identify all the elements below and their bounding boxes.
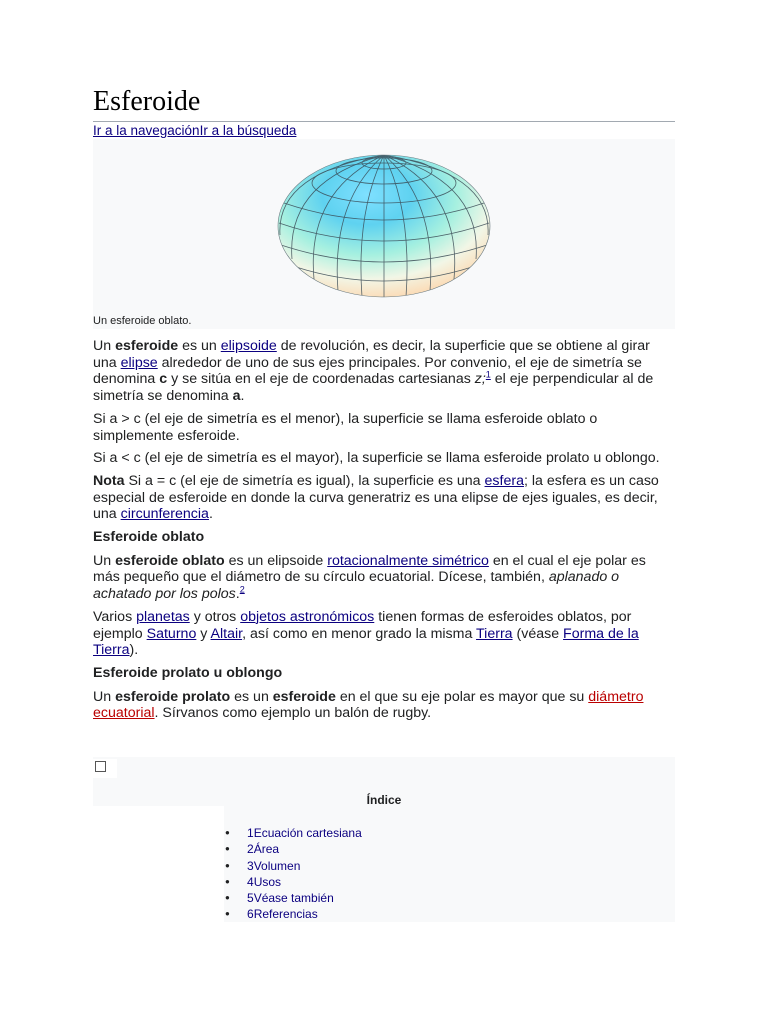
prolato-paragraph: Un esferoide prolato es un esferoide en el que su eje polar es mayor que su diámetro ecuatorial. Sírvanos como ejemplo un balón de rugby. <box>93 688 644 722</box>
intro-paragraph: Un esferoide es un elipsoide de revolución, es decir, la superficie que se obtiene al girar una elipse alrededor de uno de sus ejes principales. Por convenio, el eje de simetría se denomina c y se sitúa en el eje de coordenadas cartesianas z;$^1$ el eje perpendicular al de simetría se denomina a. <box>93 338 654 405</box>
toc-item-1 <box>227 825 362 841</box>
toc-spacer <box>93 806 224 922</box>
rotacionalmente-simetrico-link[interactable]: rotacionalmente simétrico <box>327 552 489 569</box>
esfera-link[interactable]: esfera <box>484 472 524 489</box>
toc-link-area[interactable]: 2Área <box>247 842 280 857</box>
oblato-paragraph-1: Un esferoide oblato es un elipsoide rotacionalmente simétrico en el cual el eje polar es más pequeño que el diámetro de su círculo ecuatorial. Dícese, también, aplanado o achatado por los polos.$^2$ <box>93 552 646 603</box>
toc-item-5 <box>227 890 362 906</box>
jump-links <box>93 122 296 139</box>
altair-link[interactable]: Altair <box>210 625 243 642</box>
toc-title: Índice <box>366 793 402 807</box>
oblato-paragraph-2: Varios planetas y otros objetos astronómicos tienen formas de esferoides oblatos, por ejemplo Saturno y Altair, así como en menor grado la misma Tierra (véase Forma de la Tierra). <box>93 608 639 659</box>
objetos-astronomicos-link[interactable]: objetos astronómicos <box>240 608 375 625</box>
toc-link-vease-tambien[interactable]: 5Véase también <box>247 891 334 906</box>
article-body <box>93 338 675 728</box>
section-heading-prolato: Esferoide prolato u oblongo <box>93 664 283 681</box>
toc-list <box>227 825 362 923</box>
toc-item-2 <box>227 841 362 857</box>
planetas-link[interactable]: planetas <box>136 608 190 625</box>
reference-2-link[interactable]: 2 <box>239 584 245 595</box>
toc-link-ecuacion-cartesiana[interactable]: 1Ecuación cartesiana <box>247 826 362 840</box>
toc-item-6 <box>227 906 362 922</box>
diametro-ecuatorial-link[interactable]: diámetro ecuatorial <box>93 688 644 722</box>
toc-link-referencias[interactable]: 6Referencias <box>247 907 318 922</box>
circunferencia-link[interactable]: circunferencia <box>120 506 209 523</box>
figure <box>93 139 675 329</box>
toc-item-3 <box>227 858 362 874</box>
section-heading-oblato: Esferoide oblato <box>93 529 205 546</box>
checkbox-icon <box>95 761 106 772</box>
figure-caption: Un esferoide oblato. <box>93 315 192 327</box>
saturno-link[interactable]: Saturno <box>146 625 197 642</box>
table-of-contents <box>93 757 675 922</box>
tierra-link[interactable]: Tierra <box>476 625 513 642</box>
elipse-link[interactable]: elipse <box>120 354 158 371</box>
forma-de-la-tierra-link[interactable]: Forma de la Tierra <box>93 625 639 659</box>
jump-to-navigation-link[interactable]: Ir a la navegación <box>93 123 200 138</box>
prolate-definition-paragraph: Si a < c (el eje de simetría es el mayor), la superficie se llama esferoide prolato u oblongo. <box>93 450 660 467</box>
toc-link-volumen[interactable]: 3Volumen <box>247 858 301 873</box>
reference-1-link[interactable]: 1 <box>485 369 491 380</box>
oblate-definition-paragraph: Si a > c (el eje de simetría es el menor), la superficie se llama esferoide oblato o simplemente esferoide. <box>93 410 598 444</box>
toc-link-usos[interactable]: 4Usos <box>247 874 282 889</box>
page-title: Esferoide <box>93 84 675 122</box>
oblate-spheroid-image[interactable] <box>276 151 492 301</box>
note-paragraph: Nota Si a = c (el eje de simetría es igual), la superficie es una esfera; la esfera es un caso especial de esferoide en donde la curva generatriz es una elipse de ejes iguales, es decir, una circunferencia. <box>93 472 659 523</box>
toc-toggle-checkbox[interactable] <box>93 759 117 778</box>
elipsoide-link[interactable]: elipsoide <box>220 338 277 354</box>
toc-item-4 <box>227 874 362 890</box>
jump-to-search-link[interactable]: Ir a la búsqueda <box>199 123 297 138</box>
